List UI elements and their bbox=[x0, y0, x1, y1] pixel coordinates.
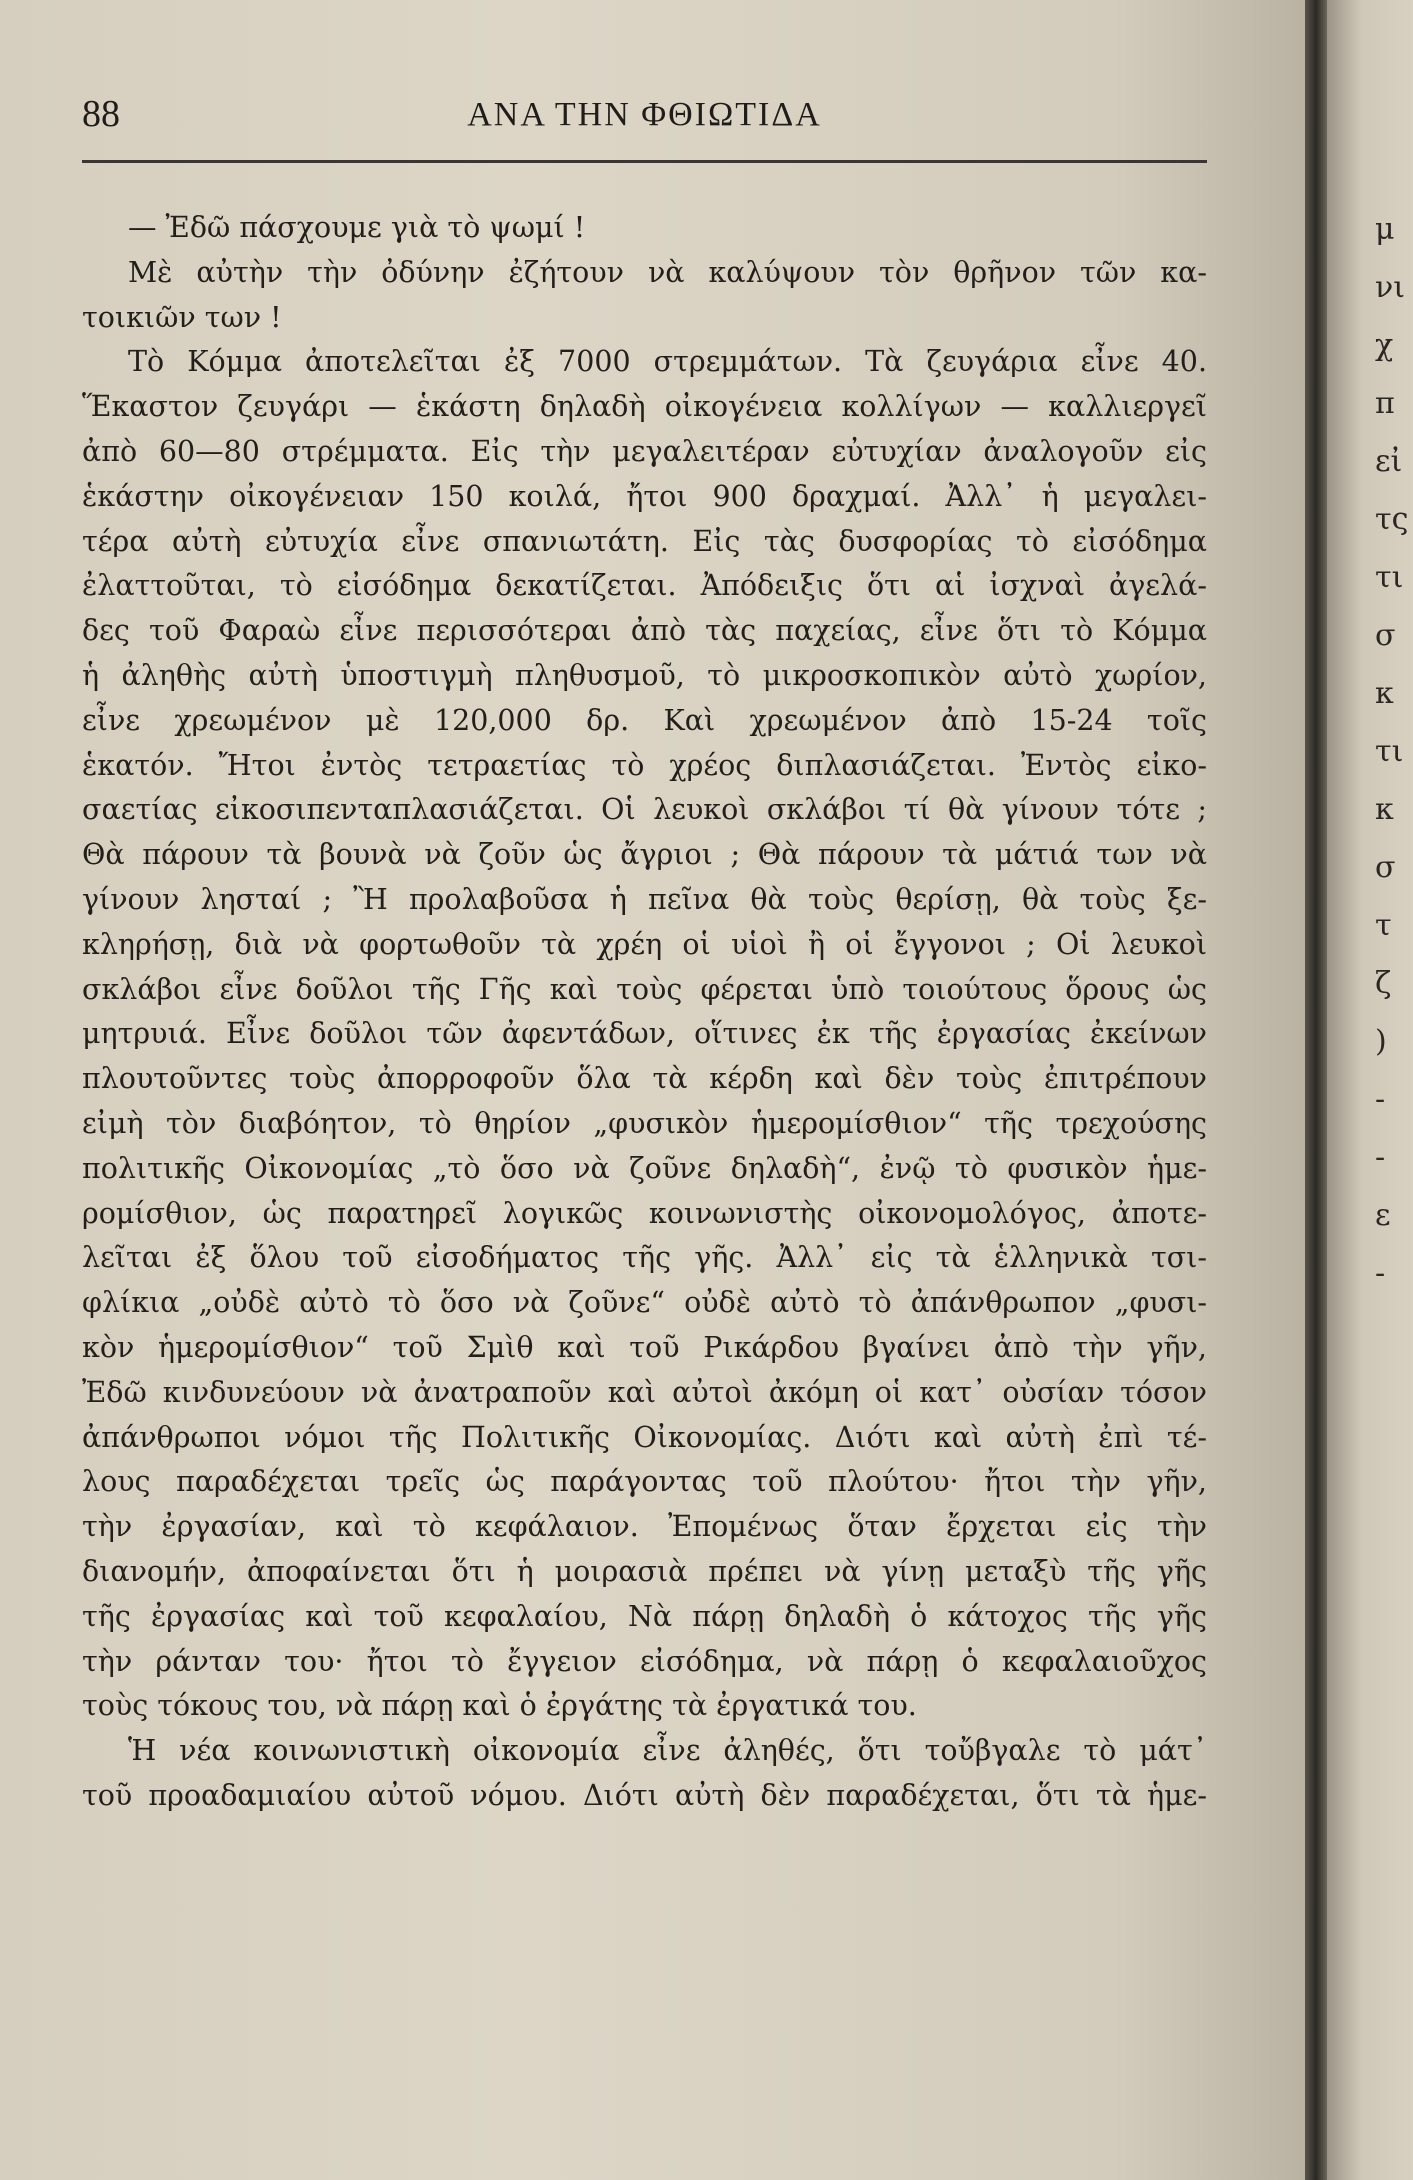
facing-page-fragment: - bbox=[1375, 1140, 1386, 1175]
text-line: ἀπὸ 60—80 στρέμματα. Εἰς τὴν μεγαλειτέραν εὐτυχίαν ἀναλογοῦν εἰς bbox=[82, 434, 1207, 468]
text-line: σαετίας εἰκοσιπενταπλασιάζεται. Οἱ λευκοὶ σκλάβοι τί θὰ γίνουν τότε ; bbox=[82, 793, 1207, 827]
facing-page-fragment: μ bbox=[1375, 212, 1395, 247]
text-line: τοικιῶν των ! bbox=[82, 300, 282, 334]
text-line: ἑκάστην οἰκογένειαν 150 κοιλά, ἤτοι 900 δραχμαί. Ἀλλ᾽ ἡ μεγαλει- bbox=[82, 479, 1207, 513]
facing-page-fragment: τι bbox=[1375, 734, 1404, 769]
text-line: τοὺς τόκους του, νὰ πάρῃ καὶ ὁ ἐργάτης τὰ ἐργατικά του. bbox=[82, 1689, 917, 1723]
facing-page-fragment: σ bbox=[1375, 618, 1396, 653]
text-line: πλουτοῦντες τοὺς ἀπορροφοῦν ὅλα τὰ κέρδη καὶ δὲν τοὺς ἐπιτρέπουν bbox=[82, 1062, 1207, 1096]
text-line: Ἕκαστον ζευγάρι — ἑκάστη δηλαδὴ οἰκογένεια κολλίγων — καλλιεργεῖ bbox=[82, 390, 1207, 424]
text-line: πολιτικῆς Οἰκονομίας „τὸ ὅσο νὰ ζοῦνε δηλαδὴ“, ἐνῷ τὸ φυσικὸν ἡμε- bbox=[82, 1151, 1207, 1185]
facing-page-fragment: ) bbox=[1375, 1024, 1387, 1059]
facing-page-fragment: τι bbox=[1375, 560, 1404, 595]
text-line: γίνουν λησταί ; Ἢ προλαβοῦσα ἡ πεῖνα θὰ τοὺς θερίσῃ, θὰ τοὺς ξε- bbox=[82, 882, 1207, 916]
text-line: τοῦ προαδαμιαίου αὐτοῦ νόμου. Διότι αὐτὴ δὲν παραδέχεται, ὅτι τὰ ἡμε- bbox=[82, 1778, 1207, 1812]
text-line: δες τοῦ Φαραὼ εἶνε περισσότεραι ἀπὸ τὰς παχείας, εἶνε ὅτι τὸ Κόμμα bbox=[82, 614, 1207, 648]
facing-page-fragment: τς bbox=[1375, 502, 1409, 537]
text-line: σκλάβοι εἶνε δοῦλοι τῆς Γῆς καὶ τοὺς φέρεται ὑπὸ τοιούτους ὅρους ὡς bbox=[82, 972, 1207, 1006]
text-line: Τὸ Κόμμα ἀποτελεῖται ἐξ 7000 στρεμμάτων. Τὰ ζευγάρια εἶνε 40. bbox=[128, 345, 1207, 379]
body-text bbox=[82, 206, 1207, 1819]
page-header bbox=[82, 92, 1207, 142]
facing-page-fragment: νι bbox=[1375, 270, 1405, 305]
text-line: ἑκατόν. Ἤτοι ἐντὸς τετραετίας τὸ χρέος διπλασιάζεται. Ἐντὸς εἰκο- bbox=[82, 748, 1207, 782]
text-line: τὴν ἐργασίαν, καὶ τὸ κεφάλαιον. Ἐπομένως ὅταν ἔρχεται εἰς τὴν bbox=[82, 1510, 1207, 1544]
text-line: Θὰ πάρουν τὰ βουνὰ νὰ ζοῦν ὡς ἄγριοι ; Θὰ πάρουν τὰ μάτιά των νὰ bbox=[82, 838, 1207, 872]
facing-page-fragment: χ bbox=[1375, 328, 1394, 363]
text-line: εἰμὴ τὸν διαβόητον, τὸ θηρίον „φυσικὸν ἡμερομίσθιον“ τῆς τρεχούσης bbox=[82, 1106, 1207, 1140]
text-line: ἀπάνθρωποι νόμοι τῆς Πολιτικῆς Οἰκονομίας. Διότι καὶ αὐτὴ ἐπὶ τέ- bbox=[82, 1420, 1207, 1454]
facing-page-fragment: εἰ bbox=[1375, 444, 1403, 479]
facing-page-edge bbox=[1327, 0, 1413, 2180]
facing-page-fragment: κ bbox=[1375, 792, 1394, 827]
facing-page-fragment: - bbox=[1375, 1256, 1386, 1291]
facing-page-fragment: κ bbox=[1375, 676, 1394, 711]
facing-page-fragment: - bbox=[1375, 1082, 1386, 1117]
facing-page-fragment: τ bbox=[1375, 908, 1392, 943]
text-line: εἶνε χρεωμένον μὲ 120,000 δρ. Καὶ χρεωμένον ἀπὸ 15-24 τοῖς bbox=[82, 703, 1207, 737]
facing-page-fragment: ε bbox=[1375, 1198, 1391, 1233]
text-line: — Ἐδῶ πάσχουμε γιὰ τὸ ψωμί ! bbox=[128, 211, 586, 244]
text-line: φλίκια „οὐδὲ αὐτὸ τὸ ὅσο νὰ ζοῦνε“ οὐδὲ αὐτὸ τὸ ἀπάνθρωπον „φυσι- bbox=[82, 1286, 1207, 1320]
text-line: μητρυιά. Εἶνε δοῦλοι τῶν ἀφεντάδων, οἵτινες ἐκ τῆς ἐργασίας ἐκείνων bbox=[82, 1017, 1207, 1051]
text-line: τέρα αὐτὴ εὐτυχία εἶνε σπανιωτάτη. Εἰς τὰς δυσφορίας τὸ εἰσόδημα bbox=[82, 524, 1207, 558]
text-line: κληρήσῃ, διὰ νὰ φορτωθοῦν τὰ χρέη οἱ υἱοὶ ἢ οἱ ἔγγονοι ; Οἱ λευκοὶ bbox=[82, 927, 1207, 961]
text-line: διανομήν, ἀποφαίνεται ὅτι ἡ μοιρασιὰ πρέπει νὰ γίνῃ μεταξὺ τῆς γῆς bbox=[82, 1554, 1207, 1588]
text-line: ἐλαττοῦται, τὸ εἰσόδημα δεκατίζεται. Ἀπόδειξις ὅτι αἱ ἰσχναὶ ἀγελά- bbox=[82, 569, 1207, 603]
text-line: λους παραδέχεται τρεῖς ὡς παράγοντας τοῦ πλούτου· ἤτοι τὴν γῆν, bbox=[82, 1465, 1207, 1499]
facing-page-fragment: σ bbox=[1375, 850, 1396, 885]
text-line: ρομίσθιον, ὡς παρατηρεῖ λογικῶς κοινωνιστὴς οἰκονομολόγος, ἀποτε- bbox=[82, 1196, 1207, 1230]
facing-page-fragment: π bbox=[1375, 386, 1395, 421]
book-gutter bbox=[1305, 0, 1327, 2180]
text-line: Μὲ αὐτὴν τὴν ὀδύνην ἐζήτουν νὰ καλύψουν τὸν θρῆνον τῶν κα- bbox=[128, 255, 1207, 289]
text-line: λεῖται ἐξ ὅλου τοῦ εἰσοδήματος τῆς γῆς. Ἀλλ᾽ εἰς τὰ ἑλληνικὰ τσι- bbox=[82, 1241, 1207, 1275]
text-line: Ἐδῶ κινδυνεύουν νὰ ἀνατραποῦν καὶ αὐτοὶ ἀκόμη οἱ κατ᾽ οὐσίαν τόσον bbox=[82, 1375, 1207, 1409]
header-rule bbox=[82, 160, 1207, 163]
text-line: τὴν ράνταν του· ἤτοι τὸ ἔγγειον εἰσόδημα, νὰ πάρῃ ὁ κεφαλαιοῦχος bbox=[82, 1644, 1207, 1678]
page-number: 88 bbox=[82, 93, 120, 135]
text-line: Ἡ νέα κοινωνιστικὴ οἰκονομία εἶνε ἀληθές, ὅτι τοὔβγαλε τὸ μάτ᾽ bbox=[128, 1734, 1207, 1768]
facing-page-fragment: ζ bbox=[1375, 966, 1392, 1001]
text-line: τῆς ἐργασίας καὶ τοῦ κεφαλαίου, Νὰ πάρῃ δηλαδὴ ὁ κάτοχος τῆς γῆς bbox=[82, 1599, 1207, 1633]
running-title: ΑΝΑ ΤΗΝ ΦΘΙΩΤΙΔΑ bbox=[467, 96, 822, 133]
text-line: κὸν ἡμερομίσθιον“ τοῦ Σμὶθ καὶ τοῦ Ρικάρδου βγαίνει ἀπὸ τὴν γῆν, bbox=[82, 1330, 1207, 1364]
text-line: ἡ ἀληθὴς αὐτὴ ὑποστιγμὴ πληθυσμοῦ, τὸ μικροσκοπικὸν αὐτὸ χωρίον, bbox=[82, 658, 1207, 692]
